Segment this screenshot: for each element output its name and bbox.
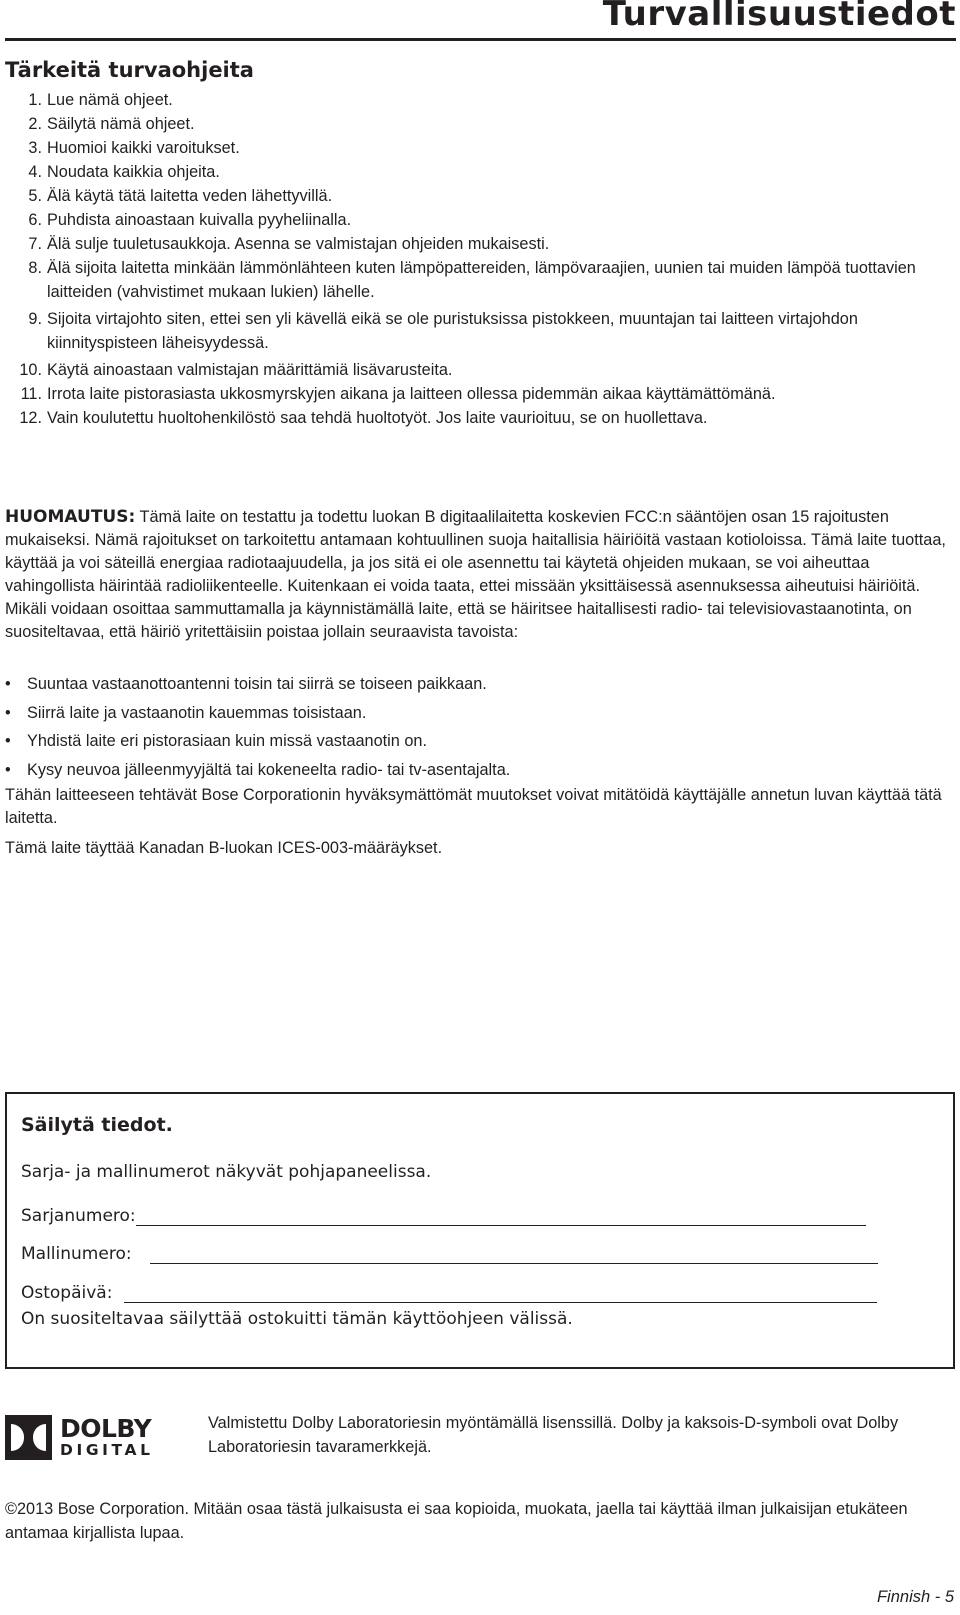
keep-info-box bbox=[5, 1092, 955, 1369]
bullet-icon: • bbox=[5, 675, 11, 693]
list-item bbox=[5, 756, 950, 785]
bullet-text: Siirrä laite ja vastaanotin kauemmas toisistaan. bbox=[27, 703, 367, 722]
model-label: Mallinumero: bbox=[21, 1244, 132, 1264]
serial-number-field bbox=[21, 1206, 866, 1226]
item-number: 4. bbox=[28, 163, 42, 181]
bullet-icon: • bbox=[5, 732, 11, 750]
dolby-license-text: Valmistettu Dolby Laboratoriesin myöntämällä lisenssillä. Dolby ja kaksois-D-symboli ovat Dolby Laboratoriesin tavaramerkkejä. bbox=[208, 1414, 899, 1456]
list-item bbox=[5, 670, 950, 699]
item-number: 9. bbox=[28, 310, 42, 328]
list-item bbox=[5, 88, 955, 112]
receipt-advice-text: On suositeltavaa säilyttää ostokuitti tämän käyttöohjeen välissä. bbox=[21, 1309, 573, 1329]
fcc-notice bbox=[5, 506, 950, 644]
model-number-field bbox=[21, 1244, 878, 1264]
dolby-double-d-icon bbox=[5, 1415, 52, 1460]
item-number: 3. bbox=[28, 139, 42, 157]
list-item bbox=[5, 699, 950, 728]
item-number: 11. bbox=[20, 385, 42, 403]
serial-blank-line bbox=[136, 1208, 866, 1226]
item-text: Noudata kaikkia ohjeita. bbox=[47, 163, 220, 181]
list-item bbox=[5, 382, 955, 406]
bullet-icon: • bbox=[5, 760, 11, 779]
date-label: Ostopäivä: bbox=[21, 1283, 113, 1303]
purchase-date-field bbox=[21, 1283, 877, 1303]
item-text: Älä sulje tuuletusaukkoja. Asenna se valmistajan ohjeiden mukaisesti. bbox=[47, 235, 550, 253]
serial-location-text: Sarja- ja mallinumerot näkyvät pohjapaneelissa. bbox=[21, 1162, 432, 1182]
item-number: 10. bbox=[19, 361, 42, 379]
item-text: Huomioi kaikki varoitukset. bbox=[47, 139, 240, 157]
safety-heading: Tärkeitä turvaohjeita bbox=[5, 58, 254, 82]
notice-label: HUOMAUTUS: bbox=[5, 507, 136, 527]
item-text: Käytä ainoastaan valmistajan määrittämiä lisävarusteita. bbox=[47, 361, 453, 379]
list-item bbox=[5, 160, 955, 184]
serial-label: Sarjanumero: bbox=[21, 1206, 136, 1226]
item-number: 8. bbox=[28, 259, 42, 277]
item-text: Vain koulutettu huoltohenkilöstö saa tehdä huoltotyöt. Jos laite vaurioituu, se on huollettava. bbox=[47, 409, 708, 427]
model-blank-line bbox=[150, 1246, 878, 1264]
dolby-digital-logo bbox=[5, 1414, 180, 1461]
item-text: Älä käytä tätä laitetta veden lähettyvillä. bbox=[47, 187, 333, 205]
modification-warning: Tähän laitteeseen tehtävät Bose Corporationin hyväksymättömät muutokset voivat mitätöidä käyttäjälle annetun luvan käyttää tätä laitetta. bbox=[5, 786, 942, 827]
item-text: Säilytä nämä ohjeet. bbox=[47, 115, 195, 133]
item-text: Irrota laite pistorasiasta ukkosmyrskyjen aikana ja laitteen ollessa pidemmän aikaa käyttämättömänä. bbox=[47, 385, 776, 403]
list-item bbox=[5, 232, 955, 256]
item-text: Älä sijoita laitetta minkään lämmönlähteen kuten lämpöpattereiden, lämpövaraajien, uunien tai muiden lämpöä tuottavien laitteiden (vahvistimet mukaan lukien) lähelle. bbox=[47, 259, 916, 301]
copyright-text: ©2013 Bose Corporation. Mitään osaa tästä julkaisusta ei saa kopioida, muokata, jaella tai käyttää ilman julkaisijan etukäteen antamaa kirjallista lupaa. bbox=[5, 1500, 908, 1542]
list-item bbox=[5, 112, 955, 136]
safety-instructions-list bbox=[5, 88, 955, 430]
bullet-text: Suuntaa vastaanottoantenni toisin tai siirrä se toiseen paikkaan. bbox=[27, 675, 487, 693]
bullet-text: Yhdistä laite eri pistorasiaan kuin missä vastaanotin on. bbox=[27, 732, 428, 750]
item-number: 2. bbox=[28, 115, 42, 133]
item-text: Lue nämä ohjeet. bbox=[47, 91, 173, 109]
header-rule bbox=[5, 38, 956, 41]
list-item bbox=[5, 307, 955, 355]
bullet-text: Kysy neuvoa jälleenmyyjältä tai kokeneelta radio- tai tv-asentajalta. bbox=[27, 760, 511, 779]
list-item bbox=[5, 406, 955, 430]
item-number: 1. bbox=[28, 91, 42, 109]
digital-logo-word: DIGITAL bbox=[60, 1441, 154, 1460]
list-item bbox=[5, 136, 955, 160]
ices-compliance: Tämä laite täyttää Kanadan B-luokan ICES-003-määräykset. bbox=[5, 839, 443, 857]
list-item bbox=[5, 256, 955, 304]
dolby-logo-word: DOLBY bbox=[60, 1414, 152, 1444]
item-number: 5. bbox=[28, 187, 42, 205]
list-item bbox=[5, 208, 955, 232]
notice-text: Tämä laite on testattu ja todettu luokan B digitaalilaitetta koskevien FCC:n sääntöjen osan 15 rajoitusten mukaiseksi. Nämä rajoitukset on tarkoitettu antamaan kohtuullinen suoja haitallisia häiriöitä vastaan kotioloissa. Tämä laite tuottaa, käyttää ja voi säteillä energiaa radiotaajuudella, ja jos sitä ei ole asennettu tai käytetä ohjeiden mukaan, se voi aiheuttaa vahingollista häirintää radioliikenteelle. Kuitenkaan ei voida taata, ettei missään yksittäisessä asennuksessa aiheutuisi häiriöitä. Mikäli voidaan osoittaa sammuttamalla ja käynnistämällä laite, että se häiritsee haitallisesti radio- tai televisiovastaanotinta, on suositeltavaa, että häiriö yritettäisiin poistaa jollain seuraavista tavoista: bbox=[5, 508, 946, 641]
item-text: Puhdista ainoastaan kuivalla pyyheliinalla. bbox=[47, 211, 352, 229]
keep-info-title: Säilytä tiedot. bbox=[21, 1114, 173, 1136]
item-text: Sijoita virtajohto siten, ettei sen yli kävellä eikä se ole puristuksissa pistokkeen, muuntajan tai laitteen virtajohdon kiinnityspisteen läheisyydessä. bbox=[47, 310, 858, 352]
bullet-icon: • bbox=[5, 703, 11, 722]
item-number: 6. bbox=[28, 211, 42, 229]
page-footer: Finnish - 5 bbox=[876, 1588, 954, 1606]
list-item bbox=[5, 358, 955, 382]
interference-remedies-list bbox=[5, 670, 950, 784]
list-item bbox=[5, 727, 950, 756]
list-item bbox=[5, 184, 955, 208]
item-number: 12. bbox=[19, 409, 42, 427]
page-title: Turvallisuustiedot bbox=[602, 0, 956, 34]
date-blank-line bbox=[124, 1285, 877, 1303]
item-number: 7. bbox=[28, 235, 42, 253]
